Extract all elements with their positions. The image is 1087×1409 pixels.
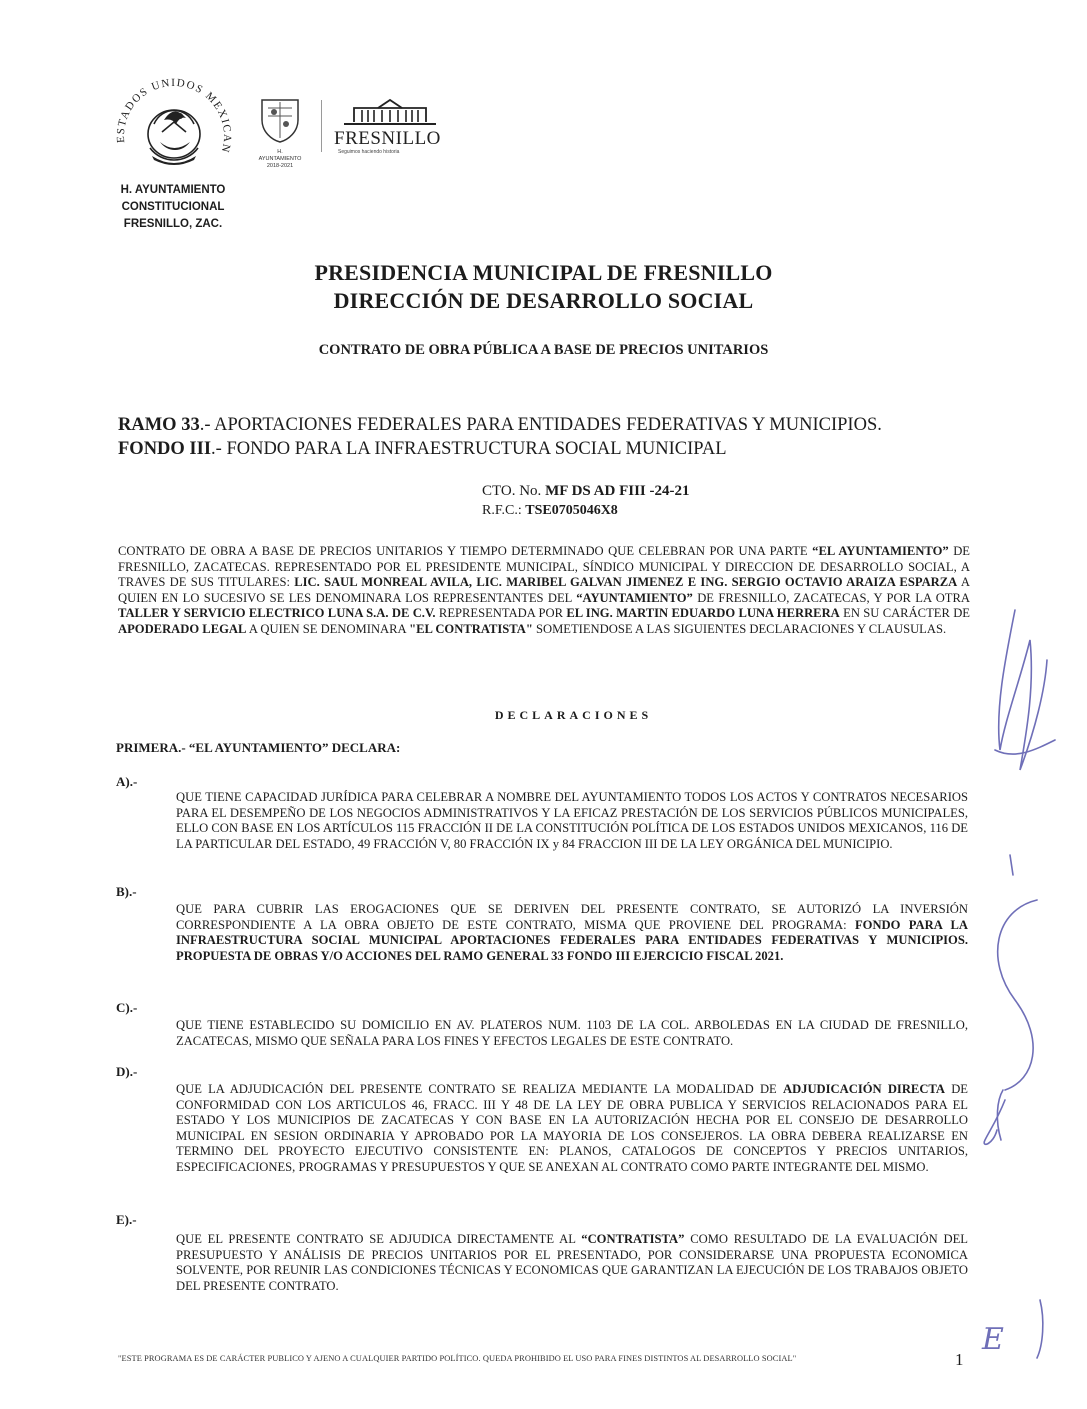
intro-b6: APODERADO LEGAL <box>118 621 247 636</box>
fresnillo-brand <box>334 98 446 154</box>
shield-caption: H. AYUNTAMIENTO 2018-2021 <box>258 149 302 169</box>
clause-c-text: QUE TIENE ESTABLECIDO SU DOMICILIO EN AV. PLATEROS NUM. 1103 DE LA COL. ARBOLEDAS EN LA CIUDAD DE FRESNILLO, ZACATECAS, MISMO QUE SEÑALA PARA LOS FINES Y EFECTOS LEGALES DE ESTE CONTRATO. <box>176 1018 968 1048</box>
clause-d-bold: ADJUDICACIÓN DIRECTA <box>782 1082 945 1096</box>
clause-e-paragraph <box>176 1232 968 1294</box>
intro-b5: EL ING. MARTIN EDUARDO LUNA HERRERA <box>566 606 840 620</box>
seal-ring-text: ESTADOS UNIDOS MEXICANOS <box>99 63 234 155</box>
intro-t2: DE FRESNILLO, ZACATECAS. REPRESENTADO POR EL PRESIDENTE MUNICIPAL, SÍNDICO MUNICIPAL Y DIRECCION DE DESARROLLO SOCIAL, A TRAVES DE SUS TITULARES: <box>118 544 971 589</box>
shield-icon <box>256 94 304 144</box>
intro-t5: REPRESENTADA POR <box>435 606 567 620</box>
title-presidencia: PRESIDENCIA MUNICIPAL DE FRESNILLO <box>314 260 773 285</box>
seal-line-1: H. AYUNTAMIENTO <box>120 184 226 196</box>
clause-d-text2: DE CONFORMIDAD CON LOS ARTICULOS 46, FRACC. III Y 48 DE LA LEY DE OBRA PUBLICA Y SERVICIOS RELACIONADOS PARA EL ESTADO Y LOS MUNICIPIOS DE ZACATECAS Y CON BASE EN LA AUTORIZACIÓN HECHA POR EL CONSEJO DE DESARROLLO MUNICIPAL EN SESION ORDINARIA Y APROBADO POR LA MAYORIA DE LOS CONSEJEROS. LA OBRA DEBERA REALIZARSE EN TERMINO DEL PROYECTO EJECUTIVO CONSISTENTE EN: PLANOS, CATALOGOS DE CONCEPTOS Y PRECIOS UNITARIOS, ESPECIFICACIONES, PROGRAMAS Y PRESUPUESTOS Y QUE SE ANEXAN AL CONTRATO COMO PARTE INTEGRANTE DEL MISMO. <box>176 1082 968 1174</box>
clause-a-label: A).- <box>116 774 138 789</box>
fondo-text: .- FONDO PARA LA INFRAESTRUCTURA SOCIAL MUNICIPAL <box>211 439 727 459</box>
header-divider <box>321 100 322 152</box>
cto-label: CTO. No. <box>482 483 546 499</box>
seal-line-2: CONSTITUCIONAL <box>121 201 225 213</box>
declaraciones-heading: DECLARACIONES <box>494 708 653 722</box>
seal-caption <box>103 182 243 233</box>
rfc-value: TSE0705046X8 <box>525 503 618 518</box>
intro-t3: A QUIEN EN LO SUCESIVO SE LES DENOMINARA LOS REPRESENTANTES DEL <box>118 575 970 605</box>
rfc-line <box>482 501 618 520</box>
clause-e-text1: QUE EL PRESENTE CONTRATO SE ADJUDICA DIRECTAMENTE AL <box>176 1232 582 1246</box>
intro-b3: “AYUNTAMIENTO” <box>576 590 693 605</box>
brand-tagline: Seguimos haciendo historia <box>338 149 400 155</box>
intro-t4: DE FRESNILLO, ZACATECAS, Y POR LA OTRA <box>692 590 970 605</box>
national-seal <box>99 63 244 180</box>
intro-t7: A QUIEN SE DENOMINARA <box>246 621 410 636</box>
intro-b4: TALLER Y SERVICIO ELECTRICO LUNA S.A. DE C.V. <box>118 606 436 620</box>
municipal-shield <box>256 94 304 169</box>
clause-b-bold: FONDO PARA LA INFRAESTRUCTURA SOCIAL MUNICIPAL APORTACIONES FEDERALES PARA ENTIDADES FEDERATIVAS Y MUNICIPIOS. PROPUESTA DE OBRAS Y/O ACCIONES DEL RAMO GENERAL 33 FONDO III EJERCICIO FISCAL 2021. <box>176 917 968 963</box>
seal-line-3: FRESNILLO, ZAC. <box>123 218 223 230</box>
intro-b1: “EL AYUNTAMIENTO” <box>812 544 949 558</box>
intro-t8: SOMETIENDOSE A LAS SIGUIENTES DECLARACIONES Y CLAUSULAS. <box>532 621 947 636</box>
cto-value: MF DS AD FIII -24-21 <box>545 483 690 499</box>
ramo-label: RAMO 33 <box>118 415 200 435</box>
title-direccion: DIRECCIÓN DE DESARROLLO SOCIAL <box>333 288 754 313</box>
clause-e-bold: “CONTRATISTA” <box>581 1232 685 1246</box>
clause-d-text1: QUE LA ADJUDICACIÓN DEL PRESENTE CONTRATO SE REALIZA MEDIANTE LA MODALIDAD DE <box>176 1082 783 1096</box>
intro-t1: CONTRATO DE OBRA A BASE DE PRECIOS UNITARIOS Y TIEMPO DETERMINADO QUE CELEBRAN POR UNA PARTE <box>118 544 813 558</box>
clause-b-paragraph <box>176 902 968 964</box>
ramo-text: .- APORTACIONES FEDERALES PARA ENTIDADES FEDERATIVAS Y MUNICIPIOS. <box>199 415 882 435</box>
ramo-line <box>118 414 998 437</box>
brand-name: FRESNILLO <box>334 128 441 149</box>
fondo-line <box>118 438 998 461</box>
rfc-label: R.F.C.: <box>482 503 526 518</box>
page-number: 1 <box>955 1350 964 1369</box>
contract-type-title: CONTRATO DE OBRA PÚBLICA A BASE DE PRECIOS UNITARIOS <box>318 342 769 358</box>
svg-text:ESTADOS UNIDOS MEXICANOS <box>99 63 233 155</box>
intro-paragraph <box>118 544 970 637</box>
footer-disclaimer: "ESTE PROGRAMA ES DE CARÁCTER PUBLICO Y AJENO A CUALQUIER PARTIDO POLÍTICO. QUEDA PROHIBIDO EL USO PARA FINES DISTINTOS AL DESARROLLO SOCIAL" <box>118 1354 797 1363</box>
clause-e-text2: COMO RESULTADO DE LA EVALUACIÓN DEL PRESUPUESTO Y ANÁLISIS DE PRECIOS UNITARIOS POR EL PRESENTADO, POR CONSIDERARSE UNA PROPUESTA ECONOMICA SOLVENTE, POR REUNIR LAS CONDICIONES TÉCNICAS Y ECONOMICAS QUE GARANTIZAN LA EJECUCIÓN DE LOS TRABAJOS OBJETO DEL PRESENTE CONTRATO. <box>176 1232 968 1293</box>
eagle-seal-icon <box>99 63 244 180</box>
intro-b2: LIC. SAUL MONREAL AVILA, LIC. MARIBEL GALVAN JIMENEZ E ING. SERGIO OCTAVIO ARAIZA ESPARZA <box>294 575 958 589</box>
clause-d-paragraph <box>176 1082 968 1175</box>
clause-e-label: E).- <box>116 1212 137 1227</box>
clause-d-label: D).- <box>116 1064 138 1079</box>
fondo-label: FONDO III <box>118 439 212 459</box>
handwritten-signature <box>975 600 1075 1360</box>
building-icon <box>334 98 446 126</box>
primera-heading: PRIMERA.- “EL AYUNTAMIENTO” DECLARA: <box>116 740 401 755</box>
cto-number <box>482 482 690 501</box>
clause-a-text: QUE TIENE CAPACIDAD JURÍDICA PARA CELEBRAR A NOMBRE DEL AYUNTAMIENTO TODOS LOS ACTOS Y CONTRATOS NECESARIOS PARA EL DESEMPEÑO DE LOS NEGOCIOS ADMINISTRATIVOS Y LA EFICAZ PRESTACIÓN DE LOS SERVICIOS PÚBLICOS MUNICIPALES, ELLO CON BASE EN LOS ARTÍCULOS 115 FRACCIÓN II DE LA CONSTITUCIÓN POLÍTICA DE LOS ESTADOS UNIDOS MEXICANOS, 116 DE LA PARTICULAR DEL ESTADO, 49 FRACCIÓN V, 80 FRACCIÓN IX y 84 FRACCION III DE LA LEY ORGÁNICA DEL MUNICIPIO. <box>176 790 968 851</box>
handwritten-initial: E <box>982 1322 1004 1357</box>
clause-b-label: B).- <box>116 884 137 899</box>
intro-t6: EN SU CARÁCTER DE <box>839 606 970 620</box>
intro-b7: "EL CONTRATISTA" <box>409 621 533 636</box>
clause-b-text: QUE PARA CUBRIR LAS EROGACIONES QUE SE DERIVEN DEL PRESENTE CONTRATO, SE AUTORIZÓ LA INVERSIÓN CORRESPONDIENTE A LA OBRA OBJETO DE ESTE CONTRATO, MISMA QUE PROVIENE DEL PROGRAMA: <box>176 902 968 932</box>
clause-c-label: C).- <box>116 1000 138 1015</box>
